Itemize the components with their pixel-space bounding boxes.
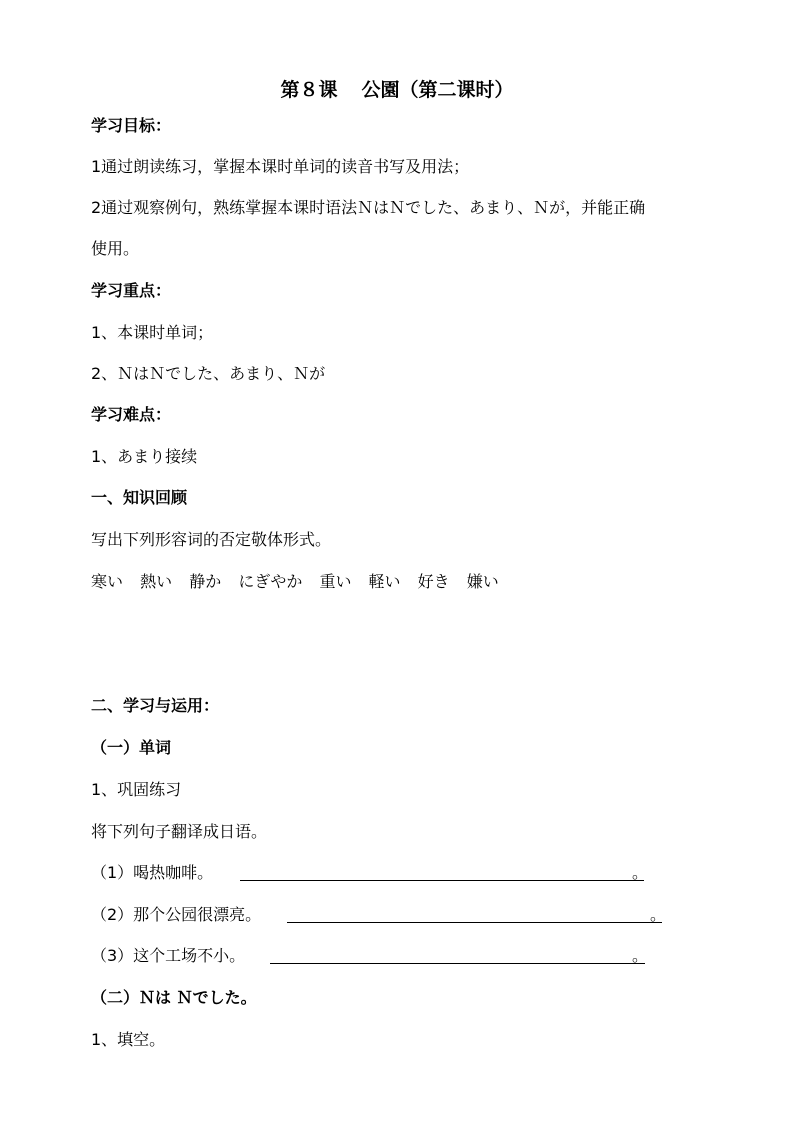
translate-instruction: 将下列句子翻译成日语。 (91, 822, 268, 841)
question-1: （1）喝热咖啡。 (91, 863, 214, 882)
lesson-topic: 公園（第二课时） (361, 79, 514, 101)
step-fill-blank: 1、填空。 (91, 1030, 166, 1049)
question-2: （2）那个公园很漂亮。 (91, 905, 262, 924)
practice-heading: 二、学习与运用： (91, 696, 220, 715)
review-instruction: 写出下列形容词的否定敬体形式。 (91, 530, 332, 549)
lesson-number: 第８课 (280, 79, 338, 101)
page-title (0, 78, 794, 102)
review-heading: 一、知识回顾 (91, 488, 188, 507)
key-point-1: 1、本课时单词； (91, 323, 214, 342)
goal-item-2: 2通过观察例句，熟练掌握本课时语法ＮはＮでした、あまり、Ｎが，并能正确 (91, 198, 646, 217)
step-consolidation: 1、巩固练习 (91, 780, 182, 799)
answer-line-3[interactable] (270, 963, 645, 964)
answer-line-1[interactable] (240, 880, 644, 881)
word-item: にぎやか (238, 572, 303, 591)
answer-line-2[interactable] (287, 922, 662, 923)
key-point-2: 2、ＮはＮでした、あまり、Ｎが (91, 364, 326, 383)
word-item: 嫌い (466, 572, 499, 591)
word-item: 好き (417, 572, 450, 591)
answer-period: 。 (632, 863, 649, 882)
word-item: 寒い (91, 572, 124, 591)
difficulty-1: 1、あまり接续 (91, 447, 198, 466)
subsection-grammar: （二）Ｎは Ｎでした。 (91, 988, 257, 1007)
adjective-word-list (91, 572, 511, 592)
question-3: （3）这个工场不小。 (91, 946, 246, 965)
word-item: 重い (319, 572, 352, 591)
answer-period: 。 (650, 905, 667, 924)
word-item: 熱い (140, 572, 173, 591)
goal-item-1: 1通过朗读练习，掌握本课时单词的读音书写及用法； (91, 157, 470, 176)
word-item: 軽い (368, 572, 401, 591)
answer-period: 。 (632, 946, 649, 965)
difficulties-heading: 学习难点： (91, 405, 172, 424)
word-item: 静か (189, 572, 222, 591)
goal-item-2-cont: 使用。 (91, 239, 140, 258)
subsection-vocabulary: （一）单词 (91, 738, 172, 757)
goals-heading: 学习目标： (91, 116, 172, 135)
key-points-heading: 学习重点： (91, 281, 172, 300)
